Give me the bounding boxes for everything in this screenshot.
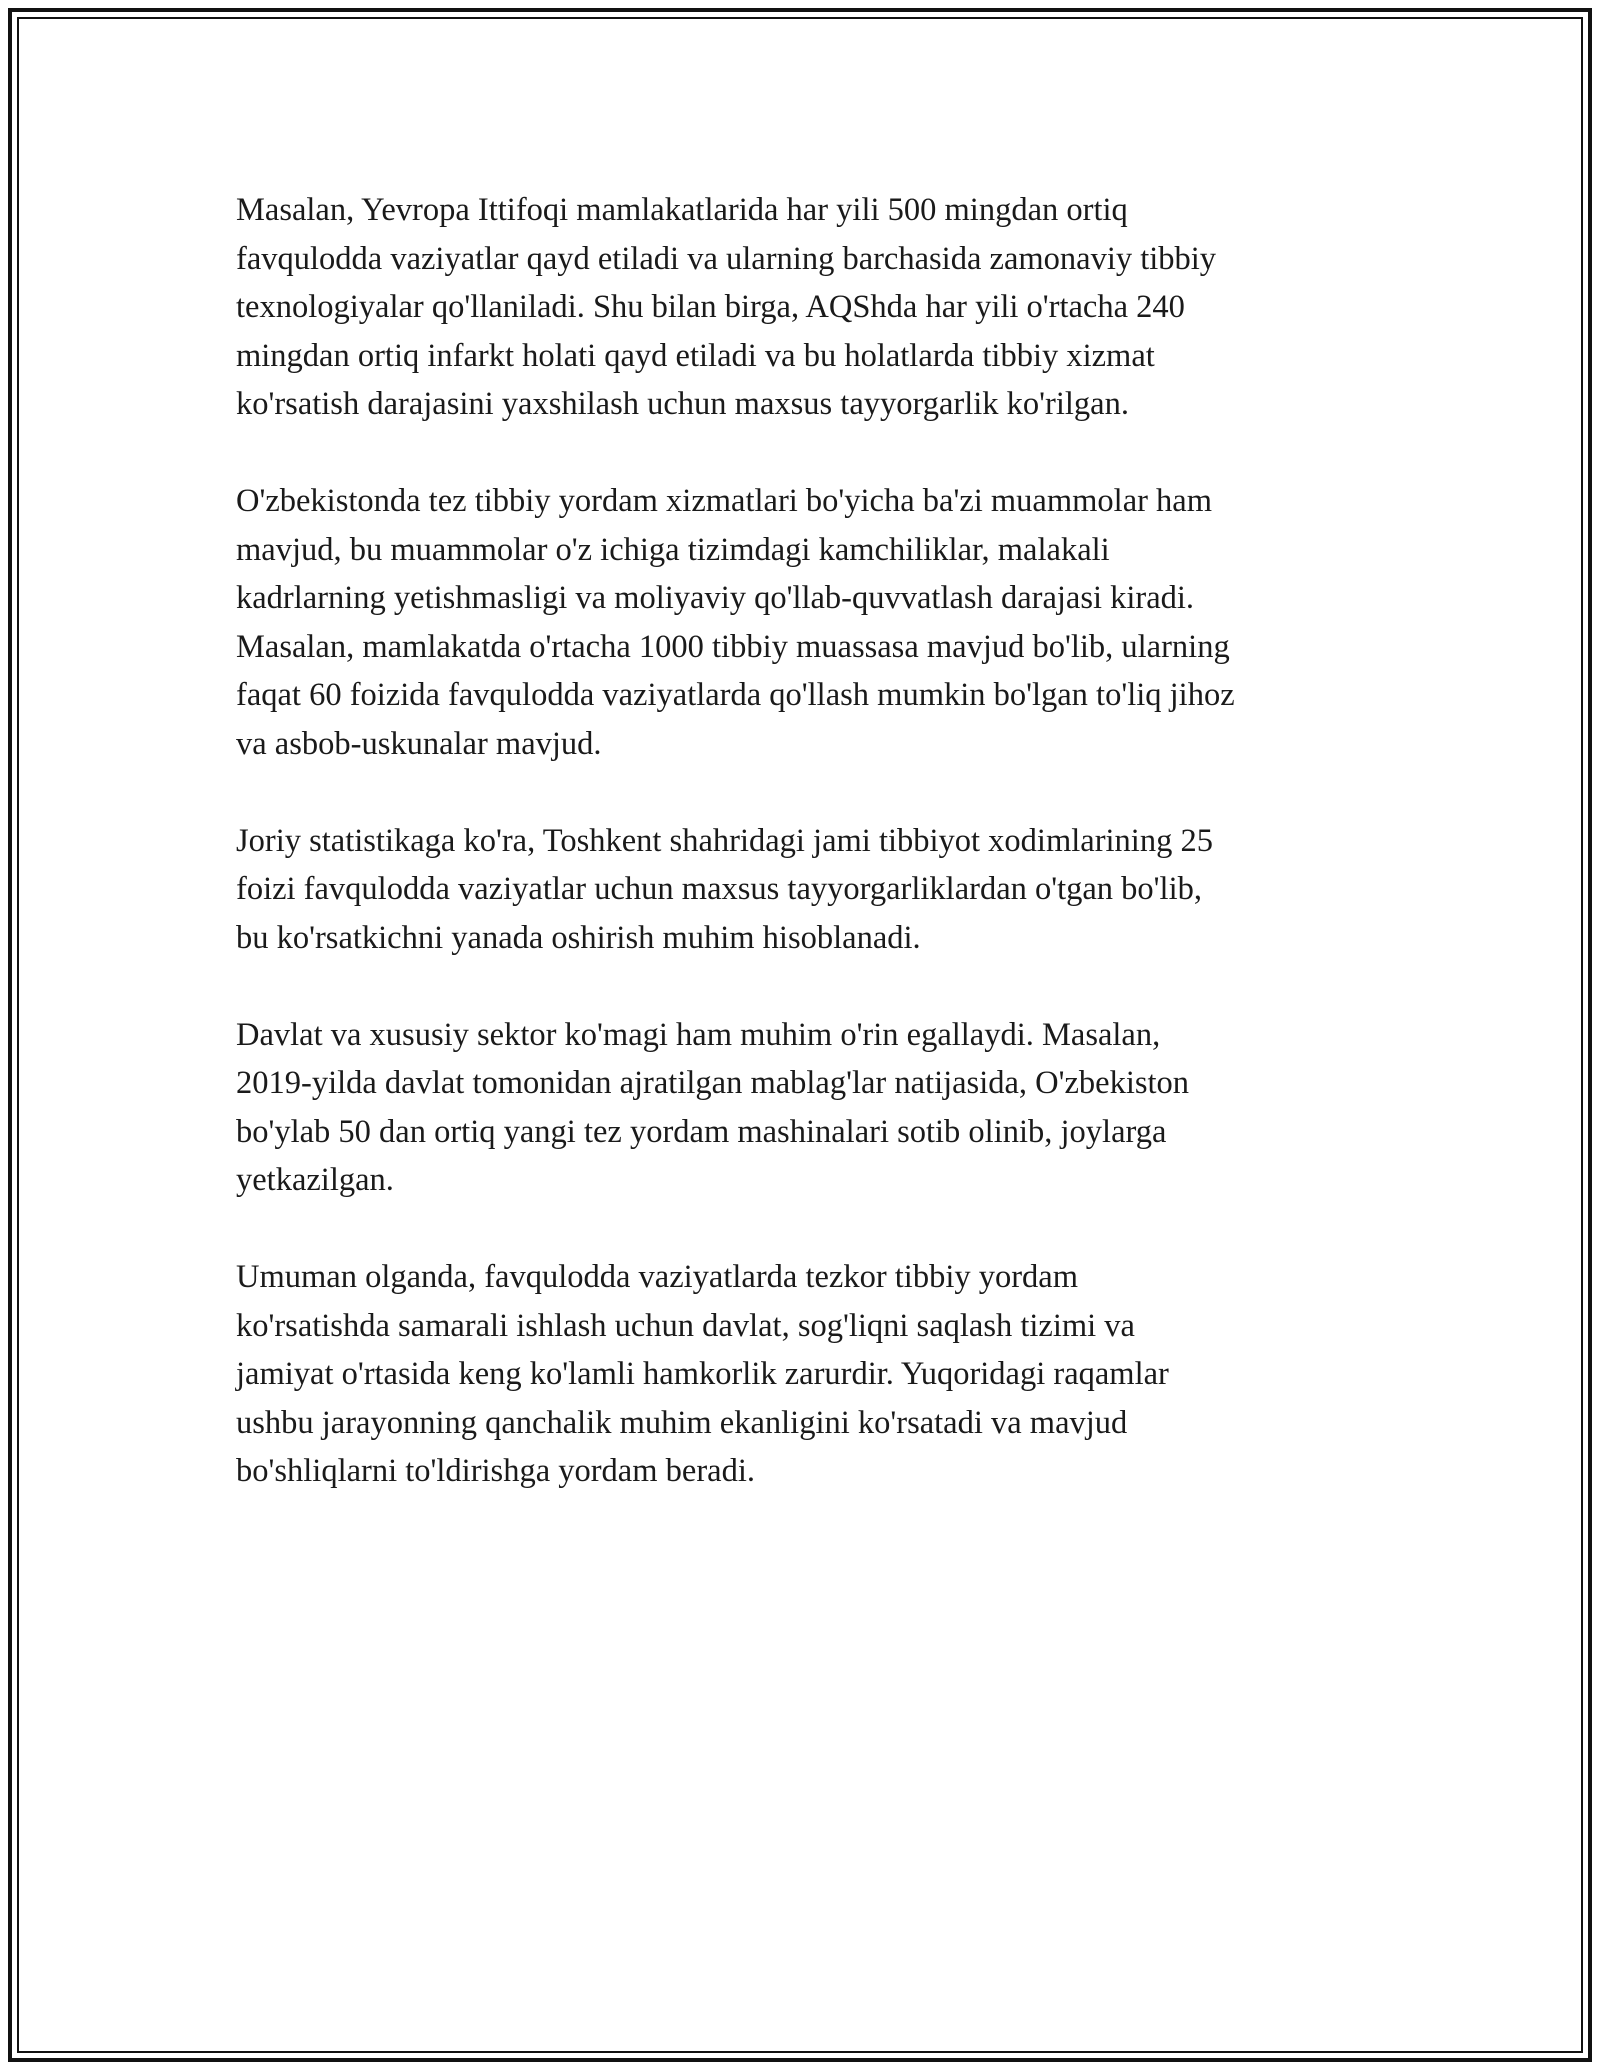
paragraph-uzbekistan-problems: O'zbekistonda tez tibbiy yordam xizmatlari bo'yicha ba'zi muammolar ham mavjud, bu muammolar o'z ichiga tizimdagi kamchiliklar, malakali kadrlarning yetishmasligi va moliyaviy qo'llab-quvvatlash darajasi kiradi. Masalan, mamlakatda o'rtacha 1000 tibbiy muassasa mavjud bo'lib, ularning faqat 60 foizida favqulodda vaziyatlarda qo'llash mumkin bo'lgan to'liq jihoz va asbob-uskunalar mavjud. xyxy=(236,483,1235,762)
document-body xyxy=(236,186,1376,1544)
paragraph-state-private-support: Davlat va xususiy sektor ko'magi ham muhim o'rin egallaydi. Masalan, 2019-yilda davlat tomonidan ajratilgan mablag'lar natijasida, O'zbekiston bo'ylab 50 dan ortiq yangi tez yordam mashinalari sotib olinib, joylarga yetkazilgan. xyxy=(236,1016,1190,1198)
paragraph-tashkent-statistics: Joriy statistikaga ko'ra, Toshkent shahridagi jami tibbiyot xodimlarining 25 foizi favqulodda vaziyatlar uchun maxsus tayyorgarliklardan o'tgan bo'lib, bu ko'rsatkichni yanada oshirish muhim hisoblanadi. xyxy=(236,822,1213,956)
paragraph-eu-usa-statistics: Masalan, Yevropa Ittifoqi mamlakatlarida har yili 500 mingdan ortiq favqulodda vaziyatlar qayd etiladi va ularning barchasida zamonaviy tibbiy texnologiyalar qo'llaniladi. Shu bilan birga, AQShda har yili o'rtacha 240 mingdan ortiq infarkt holati qayd etiladi va bu holatlarda tibbiy xizmat ko'rsatish darajasini yaxshilash uchun maxsus tayyorgarlik ko'rilgan. xyxy=(236,192,1217,422)
paragraph-conclusion: Umuman olganda, favqulodda vaziyatlarda tezkor tibbiy yordam ko'rsatishda samarali ishlash uchun davlat, sog'liqni saqlash tizimi va jamiyat o'rtasida keng ko'lamli hamkorlik zarurdir. Yuqoridagi raqamlar ushbu jarayonning qanchalik muhim ekanligini ko'rsatadi va mavjud bo'shliqlarni to'ldirishga yordam beradi. xyxy=(236,1259,1169,1489)
